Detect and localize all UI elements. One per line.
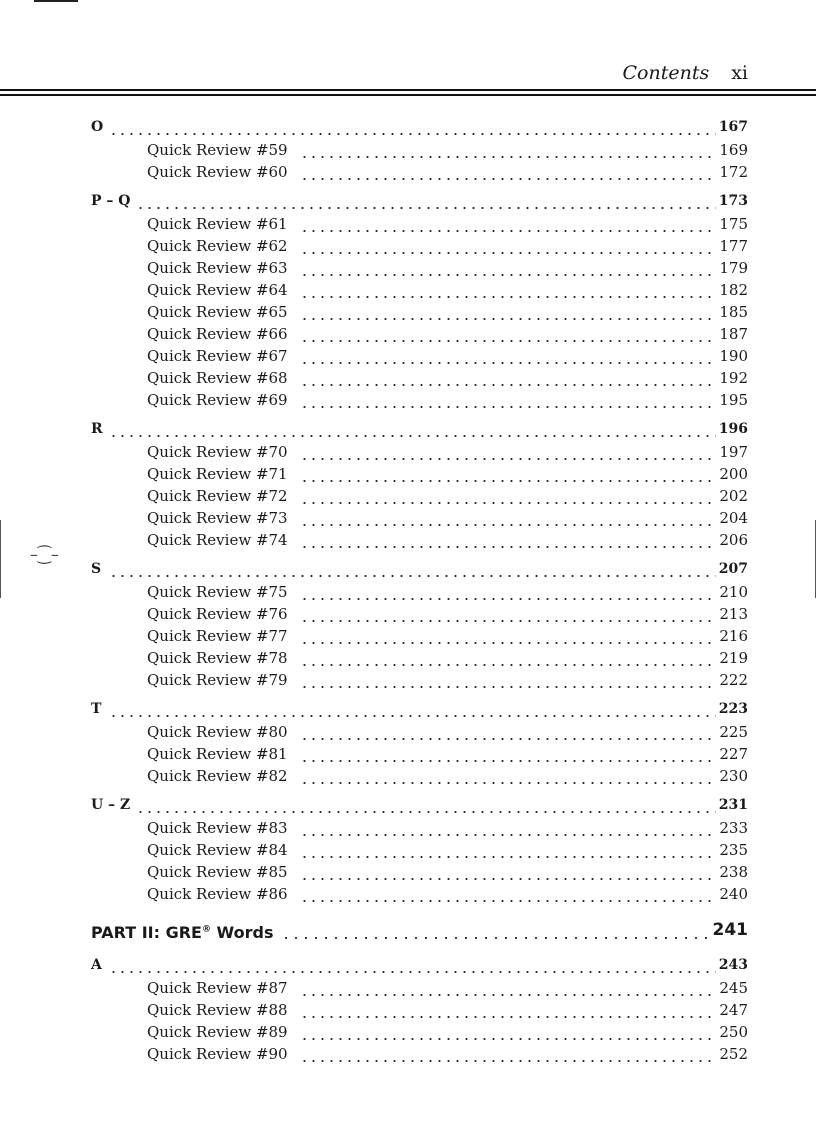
running-head — [622, 62, 748, 84]
toc-entry-label: Quick Review #83 — [147, 819, 302, 837]
toc-entry[interactable] — [147, 839, 748, 861]
toc-entry-label: Quick Review #88 — [147, 1001, 302, 1019]
toc-section-page: 207 — [716, 557, 748, 581]
toc-section-u-z[interactable] — [91, 793, 748, 817]
toc-entry-page: 190 — [716, 345, 748, 367]
toc-entry[interactable] — [147, 161, 748, 183]
toc-entry-page: 238 — [716, 861, 748, 883]
toc-entry-page: 227 — [716, 743, 748, 765]
toc-entry[interactable] — [147, 999, 748, 1021]
toc-entry[interactable] — [147, 603, 748, 625]
toc-entry-page: 213 — [716, 603, 748, 625]
toc-entry-label: Quick Review #73 — [147, 509, 302, 527]
toc-entry-label: Quick Review #62 — [147, 237, 302, 255]
toc-entry[interactable] — [147, 765, 748, 787]
toc-part-label-main: PART II: GRE — [91, 923, 202, 943]
toc-entry-label: Quick Review #61 — [147, 215, 302, 233]
toc-entry[interactable] — [147, 213, 748, 235]
toc-entry[interactable] — [147, 507, 748, 529]
toc-entry-label: Quick Review #72 — [147, 487, 302, 505]
toc-section-p-q[interactable] — [91, 189, 748, 213]
toc-section-t[interactable] — [91, 697, 748, 721]
toc-section-page: 167 — [716, 115, 748, 139]
toc-section-r[interactable] — [91, 417, 748, 441]
toc-section-label: A — [91, 957, 110, 973]
toc-entry-label: Quick Review #63 — [147, 259, 302, 277]
toc-part-page: 241 — [710, 917, 749, 943]
toc-entry-label: Quick Review #60 — [147, 163, 302, 181]
toc-entry-label: Quick Review #70 — [147, 443, 302, 461]
toc-section-label: S — [91, 561, 109, 577]
toc-entry[interactable] — [147, 441, 748, 463]
toc-entry-page: 172 — [716, 161, 748, 183]
toc-entry[interactable] — [147, 323, 748, 345]
toc-entry[interactable] — [147, 529, 748, 551]
toc-entry-page: 175 — [716, 213, 748, 235]
toc-entry-page: 169 — [716, 139, 748, 161]
corner-crop-mark — [34, 0, 78, 2]
toc-entry-page: 204 — [716, 507, 748, 529]
toc-entry-label: Quick Review #74 — [147, 531, 302, 549]
toc-entry[interactable] — [147, 485, 748, 507]
toc-entry-label: Quick Review #86 — [147, 885, 302, 903]
toc-entry-label: Quick Review #79 — [147, 671, 302, 689]
toc-section-s[interactable] — [91, 557, 748, 581]
toc-entry-label: Quick Review #82 — [147, 767, 302, 785]
toc-entry[interactable] — [147, 883, 748, 905]
running-head-page-number: xi — [731, 62, 748, 84]
toc-entry-label: Quick Review #66 — [147, 325, 302, 343]
toc-entry[interactable] — [147, 581, 748, 603]
toc-entry-label: Quick Review #84 — [147, 841, 302, 859]
toc-section-o[interactable] — [91, 115, 748, 139]
toc-entry[interactable] — [147, 389, 748, 411]
toc-section-label: R — [91, 421, 111, 437]
toc-entry-label: Quick Review #80 — [147, 723, 302, 741]
toc-section-a[interactable] — [91, 953, 748, 977]
toc-entry-label: Quick Review #85 — [147, 863, 302, 881]
toc-entry-page: 182 — [716, 279, 748, 301]
toc-entry-label: Quick Review #67 — [147, 347, 302, 365]
registration-mark-icon: –⁐– — [30, 545, 59, 564]
toc-entry[interactable] — [147, 235, 748, 257]
toc-section-page: 223 — [716, 697, 748, 721]
toc-entry[interactable] — [147, 817, 748, 839]
toc-entry[interactable] — [147, 463, 748, 485]
toc-section-label: U – Z — [91, 797, 138, 813]
toc-entry-label: Quick Review #77 — [147, 627, 302, 645]
toc-entry-page: 185 — [716, 301, 748, 323]
header-rule-bottom — [0, 94, 816, 96]
table-of-contents — [91, 115, 748, 1065]
toc-section-page: 243 — [716, 953, 748, 977]
toc-entry[interactable] — [147, 257, 748, 279]
toc-part-heading[interactable] — [91, 917, 748, 943]
toc-entry[interactable] — [147, 139, 748, 161]
toc-entry-page: 195 — [716, 389, 748, 411]
toc-entry[interactable] — [147, 1043, 748, 1065]
toc-entry-page: 240 — [716, 883, 748, 905]
toc-section-page: 173 — [716, 189, 748, 213]
toc-entry-page: 197 — [716, 441, 748, 463]
toc-entry-page: 192 — [716, 367, 748, 389]
toc-entry-page: 177 — [716, 235, 748, 257]
toc-section-label: P – Q — [91, 193, 138, 209]
toc-entry-label: Quick Review #71 — [147, 465, 302, 483]
toc-entry-page: 210 — [716, 581, 748, 603]
toc-entry-page: 187 — [716, 323, 748, 345]
toc-entry[interactable] — [147, 669, 748, 691]
toc-entry-page: 245 — [716, 977, 748, 999]
toc-entry-label: Quick Review #90 — [147, 1045, 302, 1063]
toc-entry-page: 247 — [716, 999, 748, 1021]
toc-entry[interactable] — [147, 301, 748, 323]
toc-entry-page: 179 — [716, 257, 748, 279]
toc-entry-page: 230 — [716, 765, 748, 787]
toc-entry[interactable] — [147, 977, 748, 999]
toc-part-label-tail: Words — [210, 923, 274, 943]
toc-section-label: O — [91, 119, 111, 135]
toc-entry-page: 222 — [716, 669, 748, 691]
toc-entry-label: Quick Review #78 — [147, 649, 302, 667]
toc-entry[interactable] — [147, 743, 748, 765]
toc-entry[interactable] — [147, 1021, 748, 1043]
toc-entry-page: 206 — [716, 529, 748, 551]
toc-entry-page: 219 — [716, 647, 748, 669]
toc-entry[interactable] — [147, 721, 748, 743]
toc-entry-label: Quick Review #75 — [147, 583, 302, 601]
toc-section-page: 231 — [716, 793, 748, 817]
toc-entry-label: Quick Review #81 — [147, 745, 302, 763]
toc-entry[interactable] — [147, 279, 748, 301]
toc-entry[interactable] — [147, 647, 748, 669]
toc-entry-page: 225 — [716, 721, 748, 743]
toc-entry-label: Quick Review #89 — [147, 1023, 302, 1041]
toc-entry-label: Quick Review #59 — [147, 141, 302, 159]
toc-entry-label: Quick Review #68 — [147, 369, 302, 387]
toc-entry-label: Quick Review #76 — [147, 605, 302, 623]
toc-entry-label: Quick Review #64 — [147, 281, 302, 299]
running-head-title: Contents — [622, 62, 710, 84]
left-binding-mark — [0, 520, 1, 598]
toc-entry-page: 233 — [716, 817, 748, 839]
toc-entry-page: 216 — [716, 625, 748, 647]
toc-entry[interactable] — [147, 345, 748, 367]
toc-entry[interactable] — [147, 625, 748, 647]
registered-mark: ® — [201, 925, 211, 935]
toc-entry-page: 200 — [716, 463, 748, 485]
header-rule-top — [0, 89, 816, 91]
toc-entry-label: Quick Review #65 — [147, 303, 302, 321]
toc-entry-label: Quick Review #87 — [147, 979, 302, 997]
toc-entry-page: 235 — [716, 839, 748, 861]
toc-section-page: 196 — [716, 417, 748, 441]
toc-entry-page: 202 — [716, 485, 748, 507]
toc-entry-page: 252 — [716, 1043, 748, 1065]
toc-section-label: T — [91, 701, 109, 717]
toc-entry[interactable] — [147, 367, 748, 389]
toc-part-label — [91, 923, 282, 942]
toc-entry-label: Quick Review #69 — [147, 391, 302, 409]
toc-entry[interactable] — [147, 861, 748, 883]
toc-entry-page: 250 — [716, 1021, 748, 1043]
